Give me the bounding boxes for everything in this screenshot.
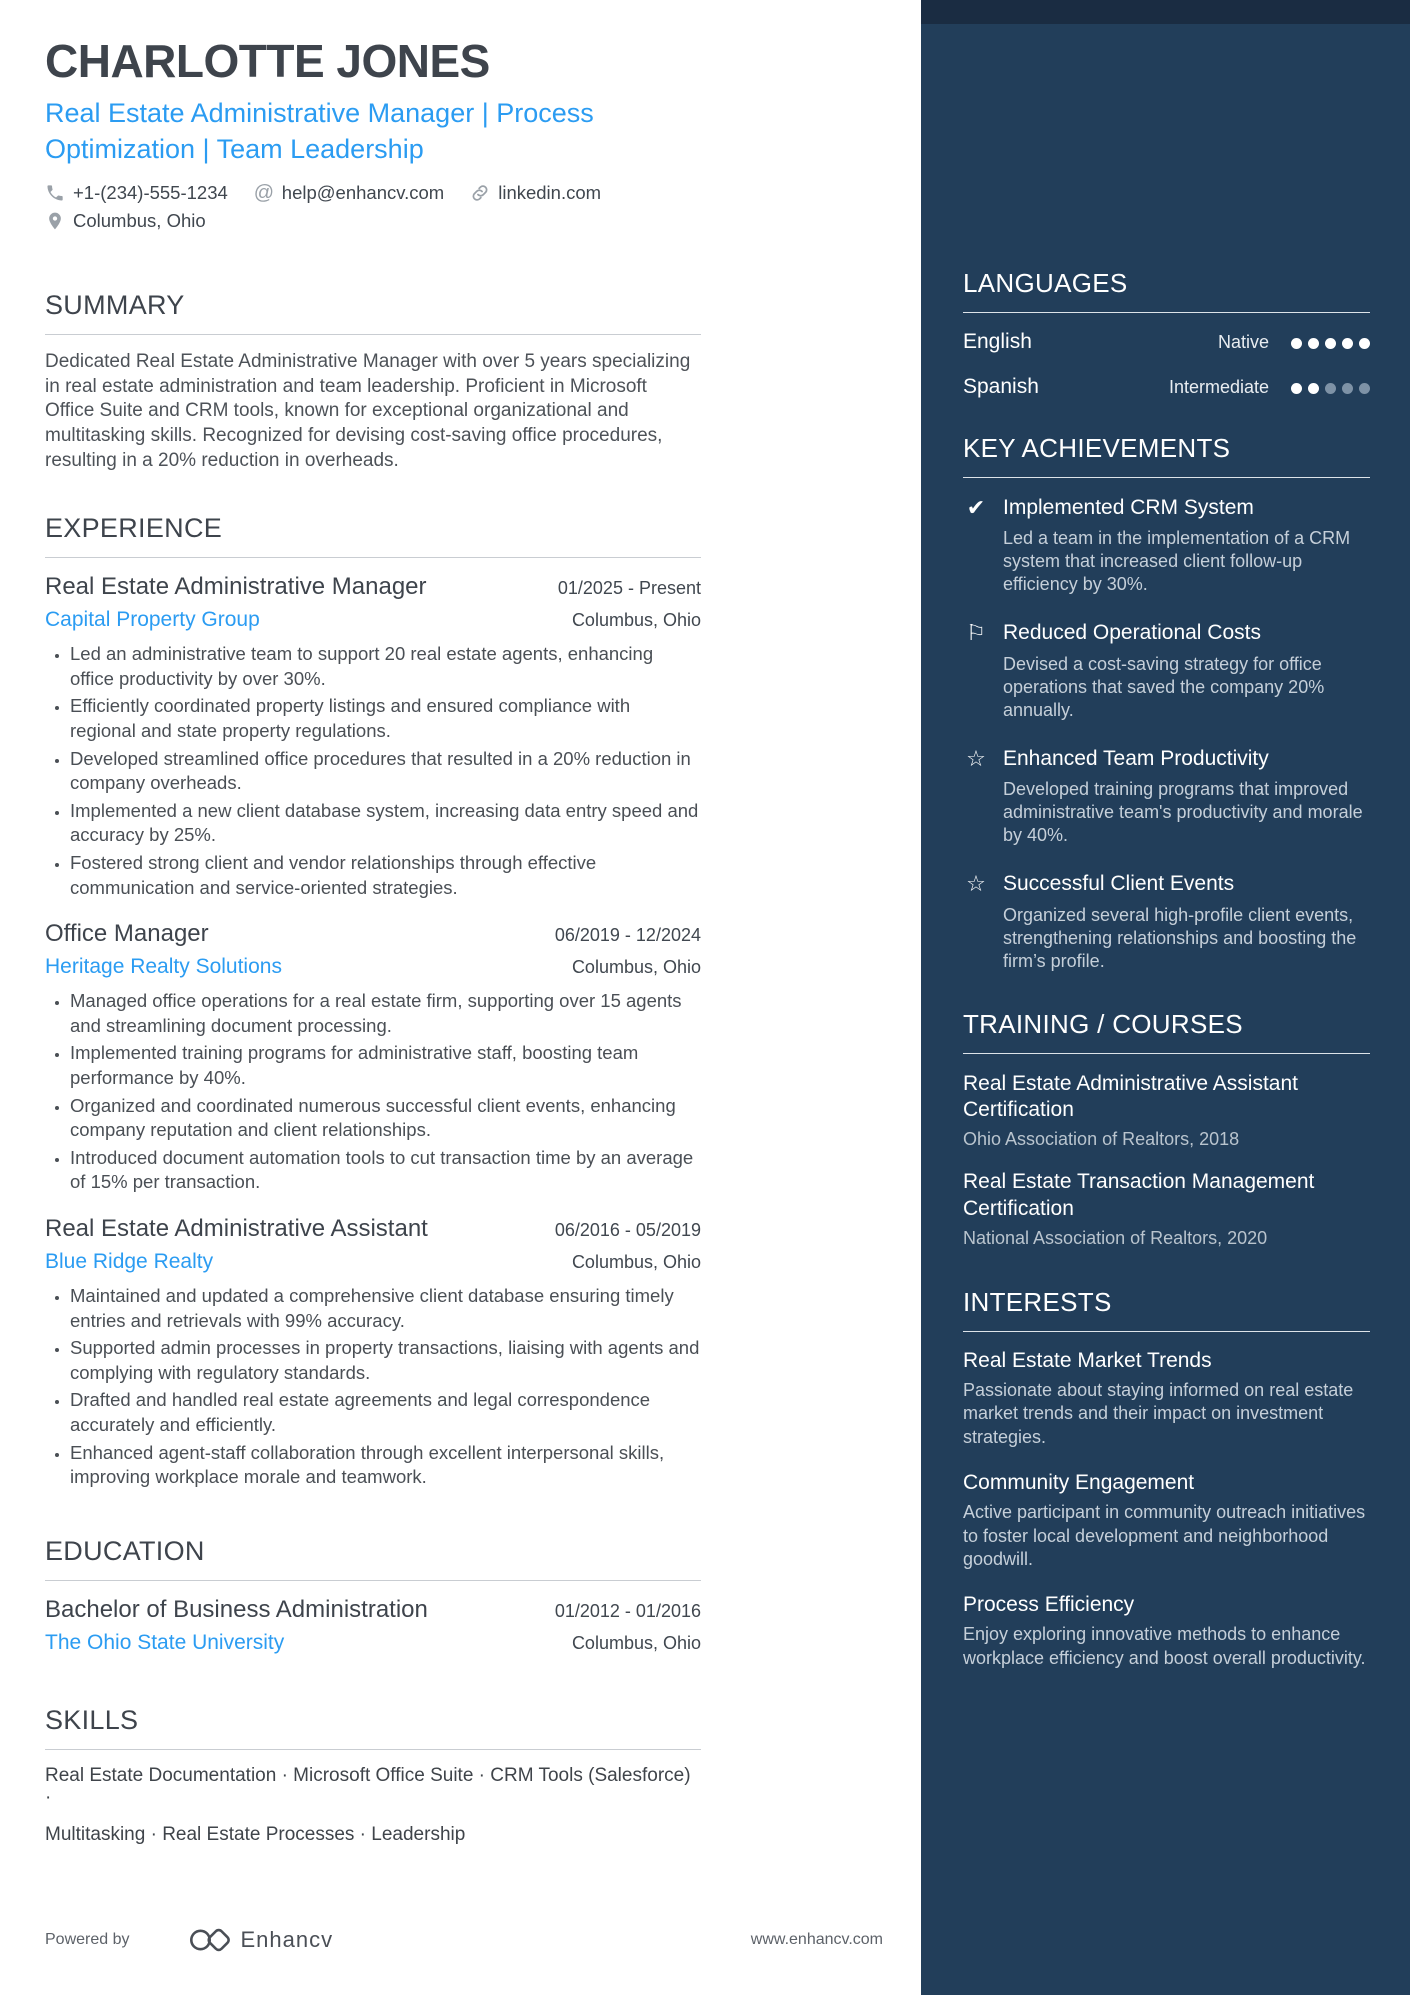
achievement-title: Implemented CRM System <box>1003 496 1254 519</box>
section-divider <box>45 1580 701 1581</box>
flag-icon: ⚐ <box>966 620 986 646</box>
job-bullet: • Implemented a new client database system, increasing data entry speed and accuracy by 25%. <box>70 799 701 848</box>
interest-title: Community Engagement <box>963 1471 1195 1495</box>
summary-heading: SUMMARY <box>45 289 185 320</box>
section-experience <box>45 513 701 1489</box>
interest-item <box>963 1471 1370 1571</box>
email-address[interactable]: help@enhancv.com <box>281 181 445 203</box>
training-title: Real Estate Transaction Management Certification <box>963 1170 1315 1220</box>
contact-email[interactable] <box>254 182 444 204</box>
achievement-title: Enhanced Team Productivity <box>1003 746 1269 770</box>
brand-name: Enhancv <box>240 1927 334 1952</box>
contact-row <box>45 182 701 232</box>
job-bullets <box>45 1284 701 1490</box>
languages-heading: LANGUAGES <box>963 268 1128 298</box>
school-name: The Ohio State University <box>45 1630 285 1654</box>
job-bullet: • Organized and coordinated numerous successful client events, enhancing company reputation and client relationships. <box>70 1094 701 1143</box>
job-company: Capital Property Group <box>45 608 260 632</box>
main-column <box>45 0 701 1861</box>
education-location: Columbus, Ohio <box>571 1632 701 1653</box>
achievement-title: Reduced Operational Costs <box>1003 621 1261 645</box>
page-footer <box>45 1925 883 1955</box>
achievement-text: Developed training programs that improved administrative team's productivity and morale by 40%. <box>1003 779 1363 846</box>
training-org: National Association of Realtors, 2020 <box>963 1227 1268 1248</box>
section-languages <box>963 268 1370 399</box>
link-icon <box>470 183 490 203</box>
education-dates: 01/2012 - 01/2016 <box>554 1600 701 1621</box>
achievement-text: Organized several high-profile client events, strengthening relationships and boosting the firm’s profile. <box>1003 904 1357 971</box>
job-entry <box>45 1215 701 1490</box>
achievement-item <box>963 871 1370 972</box>
achievement-item <box>963 495 1370 596</box>
language-level: Intermediate <box>1168 377 1269 397</box>
language-level-dots <box>1291 383 1370 394</box>
section-summary <box>45 290 701 473</box>
job-bullets <box>45 989 701 1195</box>
job-entry <box>45 920 701 1195</box>
job-bullet: • Led an administrative team to support 20 real estate agents, enhancing office productivity by over 30%. <box>70 642 701 691</box>
sidebar-divider <box>963 1331 1370 1332</box>
section-education <box>45 1536 701 1655</box>
contact-location <box>45 210 206 232</box>
interest-item <box>963 1349 1370 1449</box>
job-title: Real Estate Administrative Assistant <box>45 1214 428 1242</box>
job-bullet: • Managed office operations for a real estate firm, supporting over 15 agents and streamlining document processing. <box>70 989 701 1038</box>
sidebar <box>921 0 1410 1995</box>
star-icon: ☆ <box>966 745 986 771</box>
location-text: Columbus, Ohio <box>73 209 206 231</box>
achievements-heading: KEY ACHIEVEMENTS <box>963 433 1231 463</box>
achievement-title: Successful Client Events <box>1003 872 1235 896</box>
job-title: Office Manager <box>45 920 209 948</box>
interest-text: Passionate about staying informed on real estate market trends and their impact on investment strategies. <box>963 1379 1354 1447</box>
education-heading: EDUCATION <box>45 1535 205 1566</box>
candidate-name: CHARLOTTE JONES <box>45 35 490 87</box>
job-bullet: • Fostered strong client and vendor relationships through effective communication and service-oriented strategies. <box>70 851 701 900</box>
job-location: Columbus, Ohio <box>571 1251 701 1272</box>
enhancv-logo-icon <box>188 1925 232 1955</box>
job-bullet: • Maintained and updated a comprehensive client database ensuring timely entries and retrievals with 99% accuracy. <box>70 1284 701 1333</box>
job-bullet: • Enhanced agent-staff collaboration through excellent interpersonal skills, improving workplace morale and teamwork. <box>70 1441 701 1490</box>
job-dates: 06/2019 - 12/2024 <box>554 925 701 946</box>
training-item <box>963 1071 1370 1151</box>
experience-heading: EXPERIENCE <box>45 513 223 544</box>
job-bullet: • Developed streamlined office procedures that resulted in a 20% reduction in company overheads. <box>70 747 701 796</box>
location-pin-icon <box>45 211 65 231</box>
language-name: English <box>963 330 1032 353</box>
phone-icon <box>45 183 65 203</box>
section-achievements <box>963 433 1370 973</box>
site-url[interactable]: www.enhancv.com <box>750 1931 883 1948</box>
contact-phone <box>45 182 228 204</box>
job-title: Real Estate Administrative Manager <box>45 573 427 601</box>
sidebar-divider <box>963 477 1370 478</box>
job-bullet: • Implemented training programs for administrative staff, boosting team performance by 40%. <box>70 1041 701 1090</box>
section-training <box>963 1009 1370 1249</box>
skills-line: Multitasking · Real Estate Processes · Leadership <box>45 1823 466 1845</box>
powered-by-label: Powered by <box>45 1931 130 1948</box>
interest-text: Enjoy exploring innovative methods to enhance workplace efficiency and boost overall productivity. <box>963 1624 1366 1668</box>
training-heading: TRAINING / COURSES <box>963 1008 1243 1039</box>
achievement-item <box>963 620 1370 721</box>
interests-heading: INTERESTS <box>963 1286 1112 1317</box>
website-url[interactable]: linkedin.com <box>498 181 602 203</box>
interest-item <box>963 1593 1370 1670</box>
check-icon: ✔ <box>966 495 986 520</box>
job-bullet: • Supported admin processes in property transactions, liaising with agents and complying with regulatory standards. <box>70 1336 701 1385</box>
job-location: Columbus, Ohio <box>571 610 701 631</box>
sidebar-top-band <box>921 0 1410 24</box>
job-dates: 06/2016 - 05/2019 <box>554 1219 701 1240</box>
sidebar-divider <box>963 1053 1370 1054</box>
achievement-item <box>963 746 1370 847</box>
section-skills <box>45 1705 701 1846</box>
language-name: Spanish <box>963 375 1039 398</box>
contact-website[interactable] <box>470 182 601 204</box>
job-company: Blue Ridge Realty <box>45 1249 214 1273</box>
section-interests <box>963 1287 1370 1670</box>
training-title: Real Estate Administrative Assistant Certification <box>963 1071 1298 1122</box>
job-entry <box>45 573 701 900</box>
job-location: Columbus, Ohio <box>571 957 701 978</box>
job-bullet: • Drafted and handled real estate agreements and legal correspondence accurately and efficiently. <box>70 1388 701 1437</box>
job-bullets <box>45 642 701 900</box>
achievement-text: Devised a cost-saving strategy for office operations that saved the company 20% annually. <box>1003 653 1325 720</box>
section-divider <box>45 557 701 558</box>
job-bullet: • Introduced document automation tools to cut transaction time by an average of 15% per transaction. <box>70 1146 701 1195</box>
star-icon: ☆ <box>966 871 986 897</box>
phone-number: +1-(234)-555-1234 <box>73 181 228 203</box>
email-at-icon: @ <box>253 181 275 204</box>
language-level: Native <box>1217 332 1269 352</box>
section-divider <box>45 1749 701 1750</box>
language-level-dots <box>1291 338 1370 349</box>
degree-title: Bachelor of Business Administration <box>45 1595 428 1623</box>
section-divider <box>45 334 701 335</box>
summary-text: Dedicated Real Estate Administrative Manager with over 5 years specializing in real estate administration and team leadership. Proficient in Microsoft Office Suite and CRM tools, known for exceptional organizational and multitasking skills. Recognized for devising cost-saving office procedures, resulting in a 20% reduction in overheads. <box>45 350 691 471</box>
job-dates: 01/2025 - Present <box>557 578 701 599</box>
training-item <box>963 1169 1370 1249</box>
language-row <box>963 375 1370 399</box>
skills-line: Real Estate Documentation · Microsoft Office Suite · CRM Tools (Salesforce) · <box>45 1764 691 1808</box>
job-company: Heritage Realty Solutions <box>45 955 282 979</box>
interest-title: Real Estate Market Trends <box>963 1348 1212 1372</box>
candidate-headline: Real Estate Administrative Manager | Process Optimization | Team Leadership <box>45 98 594 164</box>
interest-title: Process Efficiency <box>963 1593 1135 1617</box>
achievement-text: Led a team in the implementation of a CRM system that increased client follow-up efficiency by 30%. <box>1003 528 1351 595</box>
training-org: Ohio Association of Realtors, 2018 <box>963 1129 1240 1150</box>
enhancv-logo <box>188 1925 334 1955</box>
interest-text: Active participant in community outreach initiatives to foster local development and neighborhood goodwill. <box>963 1502 1366 1569</box>
sidebar-divider <box>963 312 1370 313</box>
language-row <box>963 330 1370 354</box>
skills-heading: SKILLS <box>45 1704 139 1735</box>
job-bullet: • Efficiently coordinated property listings and ensured compliance with regional and state property regulations. <box>70 694 701 743</box>
